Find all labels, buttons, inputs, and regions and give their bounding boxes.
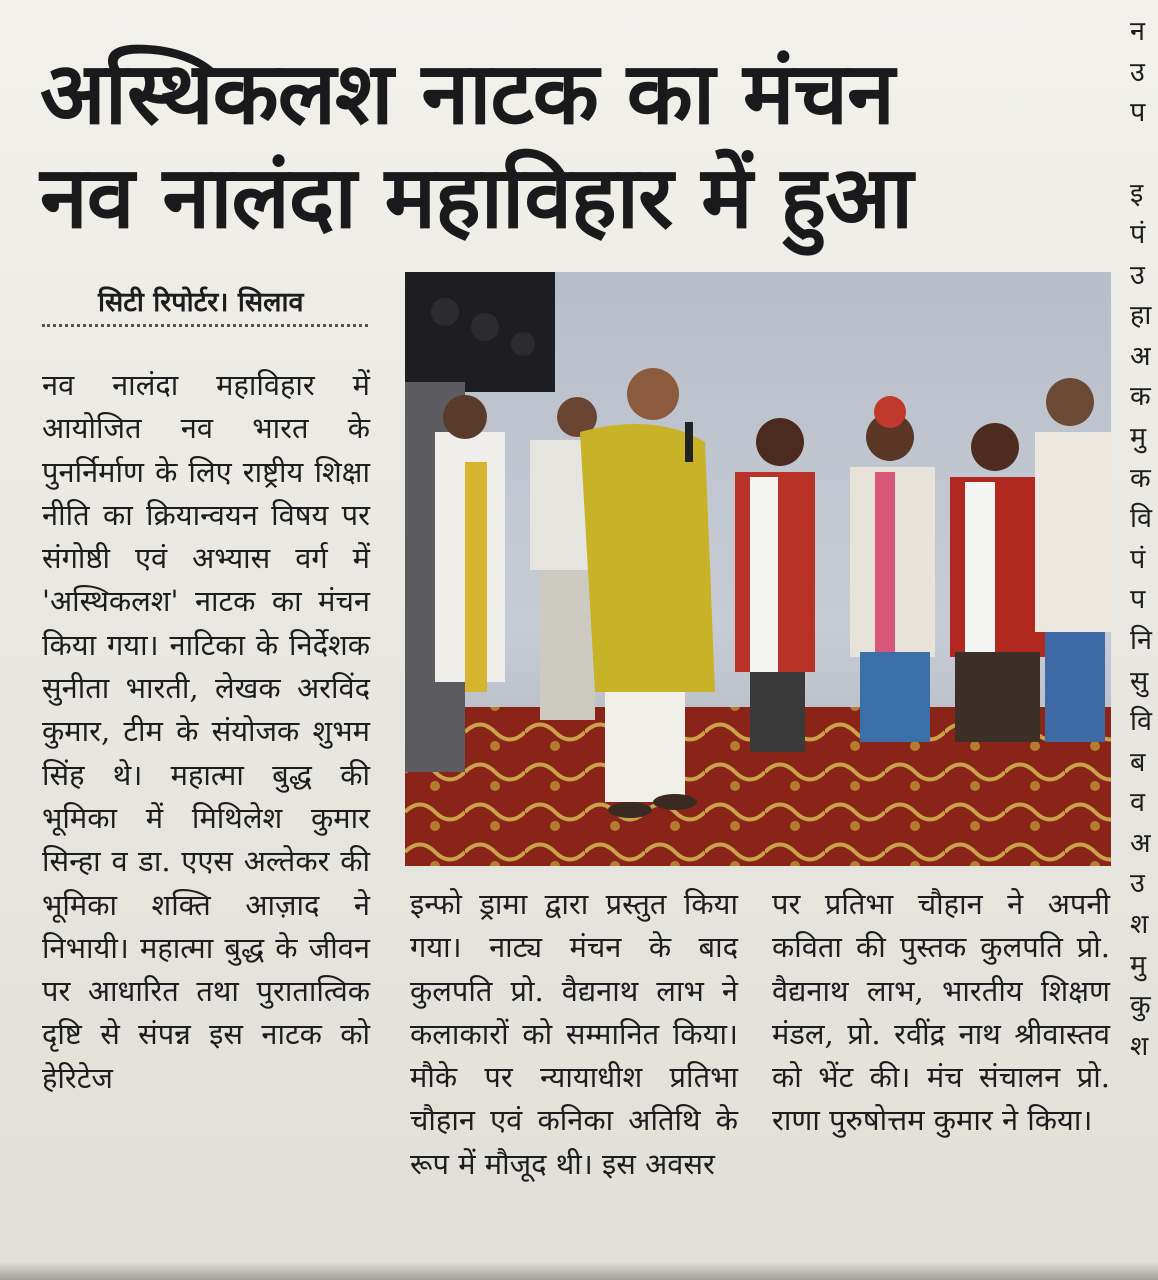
byline: सिटी रिपोर्टर। सिलाव [98,287,304,318]
headline [40,42,1100,250]
adjacent-glyph: प [1130,584,1146,616]
adjacent-glyph [1130,134,1158,175]
stage-lighting-rig [405,272,555,392]
adjacent-glyph: नि [1130,624,1152,656]
headline-line-2: नव नालंदा महाविहार में हुआ [40,148,913,248]
adjacent-glyph: व [1130,787,1146,819]
adjacent-glyph: उ [1130,56,1145,88]
adjacent-glyph: श [1130,909,1149,941]
performer-left [435,395,505,692]
adjacent-glyph: श [1130,1030,1149,1062]
headline-line-1: अस्थिकलश नाटक का मंचन [40,44,894,144]
performer-right [1035,378,1111,742]
adjacent-glyph: उ [1130,259,1145,291]
adjacent-glyph: हा [1130,300,1152,332]
adjacent-glyph: प [1130,97,1146,129]
adjacent-glyph: इ [1130,178,1144,210]
adjacent-glyph: वि [1130,706,1153,738]
adjacent-glyph: ब [1130,746,1146,778]
adjacent-glyph: अ [1130,827,1151,859]
adjacent-glyph: वि [1130,503,1153,535]
article-column-1: नव नालंदा महाविहार में आयोजित नव भारत के पुनर्निर्माण के लिए राष्ट्रीय शिक्षा नीति का क्रियान्वयन विषय पर संगोष्ठी एवं अभ्यास वर्ग में 'अस्थिकलश' नाटक का मंचन किया गया। नाटिका के निर्देशक सुनीता भारती, लेखक अरविंद कुमार, टीम के संयोजक शुभम सिंह थे। महात्मा बुद्ध की भूमिका में मिथिलेश कुमार सिन्हा व डा. एएस अल्तेकर की भूमिका शक्ति आज़ाद ने निभायी। महात्मा बुद्ध के जीवन पर आधारित तथा पुरातात्विक दृष्टि से संपन्न इस नाटक को हेरिटेज [42,368,370,1095]
adjacent-glyph: कु [1130,990,1151,1022]
adjacent-glyph: क [1130,381,1151,413]
article-column-2: इन्फो ड्रामा द्वारा प्रस्तुत किया गया। नाट्य मंचन के बाद कुलपति प्रो. वैद्यनाथ लाभ ने कलाकारों को सम्मानित किया। मौके पर न्यायाधीश प्रतिभा चौहान एवं कनिका अतिथि के रूप में मौजूद थी। इस अवसर [410,887,738,1181]
adjacent-glyph: मु [1130,421,1147,453]
adjacent-glyph: सु [1130,665,1149,697]
adjacent-glyph: पं [1130,218,1146,250]
adjacent-glyph: क [1130,462,1151,494]
adjacent-glyph: अ [1130,340,1151,372]
adjacent-glyph: उ [1130,868,1145,900]
adjacent-glyph: मु [1130,949,1147,981]
adjacent-glyph: पं [1130,543,1146,575]
adjacent-glyph: न [1130,16,1145,47]
article-column-3: पर प्रतिभा चौहान ने अपनी कविता की पुस्तक कुलपति प्रो. वैद्यनाथ लाभ, भारतीय शिक्षण मंडल, प्रो. रवींद्र नाथ श्रीवास्तव को भेंट की। मंच संचालन प्रो. राणा पुरुषोत्तम कुमार ने किया। [772,887,1110,1138]
page-bottom-shadow [0,1262,1158,1280]
byline-divider [42,324,368,327]
adjacent-article-edge [1130,12,1158,1067]
article-photo [405,272,1111,866]
